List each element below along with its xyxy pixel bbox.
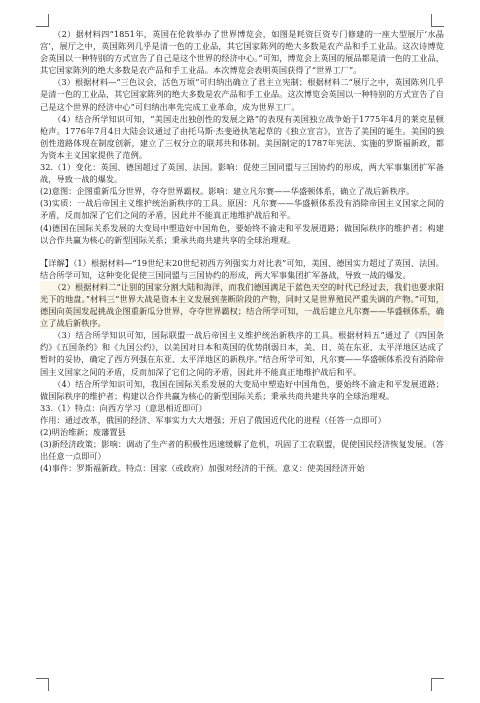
explanation-32-3: （3）结合所学知识可知，国际联盟一战后帝国主义维护统治新秩序的工具。根据材料五“通过了《四国条约》《五国条约》和《九国公约》，以美国对日本和英国的优势削弱日本，美、日、英在东亚、太平洋地区达成了暂时的妥协，确定了西方列强在东亚、太平洋地区的新秩序。”结合所学可知，凡尔赛——华盛顿体系没有消除帝国主义国家之间的矛盾，反而加深了它们之间的矛盾，因此并不能真正地维护战后和平。 [40, 330, 444, 377]
answer-33-1-effect: 作用：通过改革，俄国的经济、军事实力大大增强；开启了俄国近代化的进程（任答一点即可） [40, 414, 386, 425]
answer-31-4: （4）结合所学知识可知，“美国走出独创性的发展之路”的表现有美国独立战争始于1775年4月的莱克星顿枪声。1776年7月4日大陆会议通过了由托马斯·杰斐逊执笔起草的《独立宣言》，宣告了美国的诞生。美国的独创性道路体现在制度创新，建立了三权分立的联邦共和体制。美国制定的1787年宪法、实施的罗斯福新政，都为资本主义国家提供了范例。 [40, 113, 444, 160]
answer-33-1: 33.（1）特点：向西方学习（意思相近即可） [40, 402, 207, 413]
answer-32-2: (2)意图：企图重新瓜分世界，夺夺世界霸权。影响：建立凡尔赛——华盛顿体系，确立了战后新秩序。 [40, 186, 415, 197]
answer-33-4: (4)事件：罗斯福新政。特点：国家（或政府）加强对经济的干预。意义：使美国经济开始 [40, 463, 365, 474]
answer-31-2: （2）据材料四“1851年，英国在伦敦举办了世界博览会，如图是耗资巨资专门修建的一座大型展厅‘水晶宫’，展厅之中，英国陈列几乎是清一色的工业品，其它国家陈列的绝大多数是农产品和手工业品。这次诗博览会英国以一种特别的方式宣告了自己是这个世界的经济中心。”可知，博览会上英国的展品都是清一色的工业品，其它国家陈列的绝大多数是农产品和手工业品。本次博览会表明英国获得了“世界工厂”。 [40, 29, 444, 76]
answer-31-3: （3）根据材料—“三色议会，活色万顷”可归纳出确立了君主立宪制；根据材料二“展厅之中，英国陈列几乎是清一色的工业品，其它国家陈列的绝大多数是农产品和手工业品。这次博览会英国以一种特别的方式宣告了自己是这个世界的经济中心”可归纳出率先完成工业革命，成为世界工厂。 [40, 77, 444, 112]
answer-32-3: (3)实质：一战后帝国主义维护统治新秩序的工具。原因：凡尔赛——华盛顿体系没有消除帝国主义国家之间的矛盾，反而加深了它们之间的矛盾，因此并不能真正地维护战后和平。 [40, 198, 444, 221]
answer-32-1: 32.（1）变化：英国、德国超过了英国、法国。影响：促使三国同盟与三国协约的形成，两大军事集团扩军备战，导致一战的爆发。 [40, 162, 444, 185]
answer-33-2: (2)明治维新；废藩置县 [40, 427, 126, 437]
explanation-32-2: （2）根据材料二“让别的国家分割大陆和海洋，而我们德国满足于蓝色天空的时代已经过去，我们也要求阳光下的地盘。”材料三“世界大战是资本主义发展到垄断阶段的产物，同时又是世界殖民严重失调的产物。”可知，德国向英国发起挑战企图重新瓜分世界，夺夺世界霸权；结合所学可知，一战后建立凡尔赛——华盛顿体系，确立了战后新秩序。 [40, 281, 444, 329]
explanation-32-4: （4）结合所学知识可知，我国在国际关系发展的大变局中塑造好中国角色，要始终不渝走和平发展道路；做国际秩序的维护者；构建以合作共赢为核心的新型国际关系；秉承共商共建共享的全球治理观。 [40, 378, 444, 401]
explanation-32-1: 【详解】（1）根据材料—“19世纪末20世纪初西方列强实力对比表”可知，美国、德国实力超过了英国、法国。结合所学可知，这种变化促使三国同盟与三国协约的形成，两大军事集团扩军备战，导致一战的爆发。 [40, 257, 444, 280]
crop-mark-top-left [36, 14, 49, 27]
answer-32-4: (4)德国在国际关系发展的大变局中塑造好中国角色，要始终不渝走和平发展道路；做国际秩序的维护者；构建以合作共赢为核心的新型国际关系；秉承共商共建共享的全球治理观。 [40, 222, 444, 245]
answer-33-3: (3)新经济政策；影响：调动了生产者的积极性迅速缓解了危机，巩固了工农联盟，促使国民经济恢复发展。（答出任意一点即可） [40, 439, 444, 462]
answer-text-body [40, 28, 444, 696]
crop-mark-top-right [431, 14, 444, 27]
